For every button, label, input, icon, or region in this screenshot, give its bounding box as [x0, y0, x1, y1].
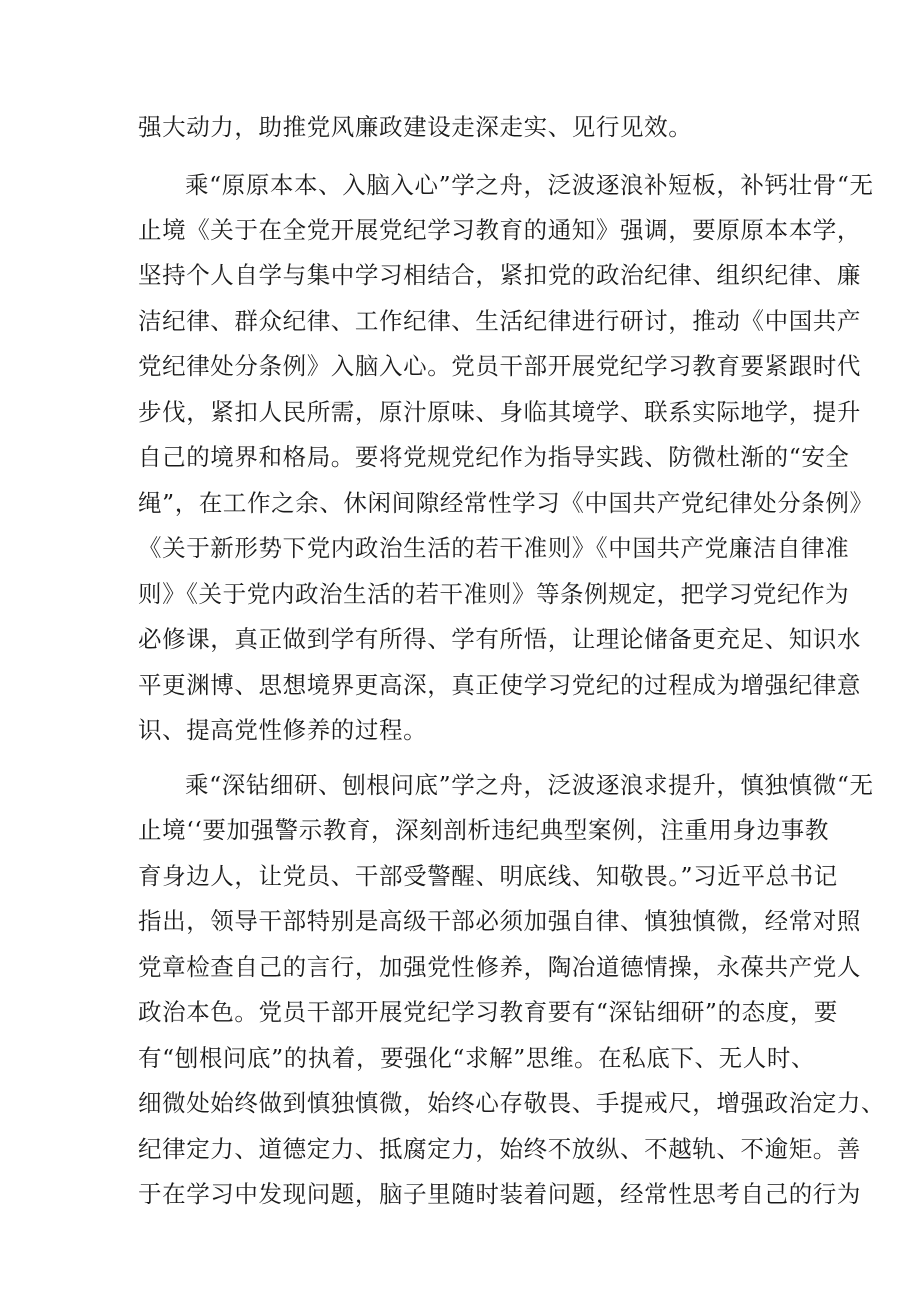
text-line: 《关于新形势下党内政治生活的若干准则》《中国共产党廉洁自律准 — [138, 534, 850, 562]
text-line: 识、提高党性修养的过程。 — [138, 716, 428, 744]
text-line: 绳”，在工作之余、休闲间隙经常性学习《中国共产党纪律处分条例》 — [138, 489, 874, 517]
text-line: 党纪律处分条例》入脑入心。党员干部开展党纪学习教育要紧跟时代 — [138, 352, 861, 380]
text-line: 洁纪律、群众纪律、工作纪律、生活纪律进行研讨，推动《中国共产 — [138, 307, 861, 335]
text-line: 平更渊博、思想境界更高深，真正使学习党纪的过程成为增强纪律意 — [138, 671, 861, 699]
text-line: 于在学习中发现问题，脑子里随时装着问题，经常性思考自己的行为 — [138, 1180, 861, 1208]
text-line: 有“刨根问底”的执着，要强化“求解”思维。在私底下、无人时、 — [138, 1044, 816, 1072]
paragraph-first-line: 乘“深钻细研、刨根问底”学之舟，泛波逐浪求提升，慎独慎微“无 — [185, 771, 874, 799]
text-line: 坚持个人自学与集中学习相结合，紧扣党的政治纪律、组织纪律、廉 — [138, 261, 861, 289]
text-line: 必修课，真正做到学有所得、学有所悟，让理论储备更充足、知识水 — [138, 625, 861, 653]
text-line: 纪律定力、道德定力、抵腐定力，始终不放纵、不越轨、不逾矩。善 — [138, 1135, 861, 1163]
paragraph-first-line: 乘“原原本本、入脑入心”学之舟，泛波逐浪补短板，补钙壮骨“无 — [185, 171, 874, 199]
text-line: 止境‘‘要加强警示教育，深刻剖析违纪典型案例，注重用身边事教 — [138, 816, 829, 844]
text-line: 止境《关于在全党开展党纪学习教育的通知》强调，要原原本本学， — [138, 216, 861, 244]
text-line: 细微处始终做到慎独慎微，始终心存敬畏、手提戒尺，增强政治定力、 — [138, 1089, 886, 1117]
text-line: 自己的境界和格局。要将党规党纪作为指导实践、防微杜渐的“安全 — [138, 443, 850, 471]
text-line: 政治本色。党员干部开展党纪学习教育要有“深钻细研”的态度，要 — [138, 998, 839, 1026]
text-line: 指出，领导干部特别是高级干部必须加强自律、慎独慎微，经常对照 — [138, 907, 861, 935]
text-line: 步伐，紧扣人民所需，原汁原味、身临其境学、联系实际地学，提升 — [138, 398, 861, 426]
text-line: 育身边人，让党员、干部受警醒、明底线、知敬畏。”习近平总书记 — [138, 862, 838, 890]
text-line: 强大动力，助推党风廉政建设走深走实、见行见效。 — [138, 113, 693, 141]
text-line: 则》《关于党内政治生活的若干准则》等条例规定，把学习党纪作为 — [138, 580, 850, 608]
text-line: 党章检查自己的言行，加强党性修养，陶冶道德情操，永葆共产党人 — [138, 953, 861, 981]
